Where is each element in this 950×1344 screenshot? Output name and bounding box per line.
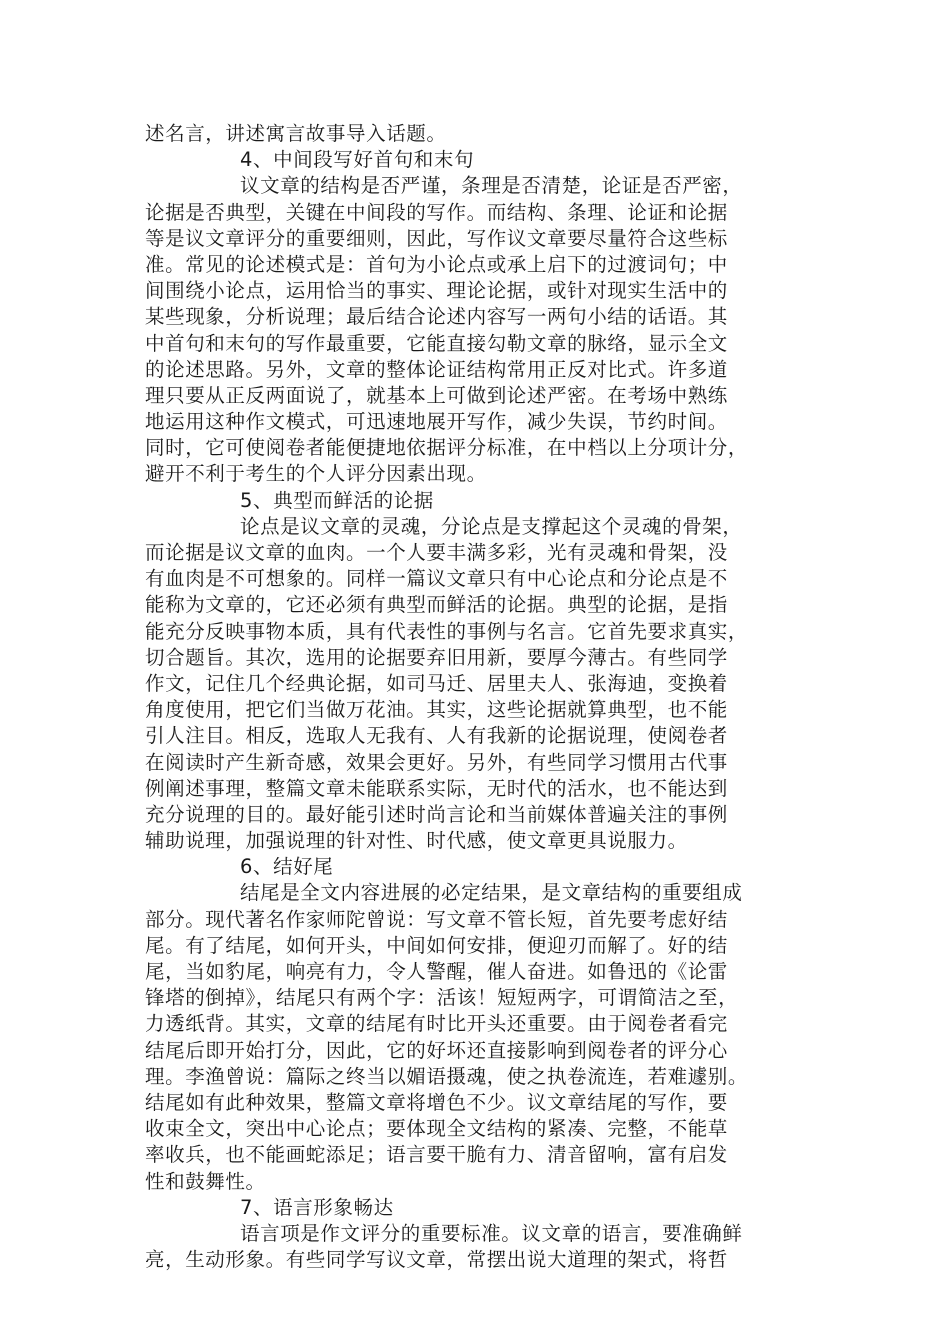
paragraph-line: 语言项是作文评分的重要标准。议文章的语言，要准确鲜 xyxy=(240,1221,743,1245)
paragraph-line: 理只要从正反两面说了，就基本上可做到论述严密。在考场中熟练 xyxy=(145,383,728,407)
section-heading: 5、典型而鲜活的论据 xyxy=(240,488,434,512)
section-heading: 4、中间段写好首句和末句 xyxy=(240,148,475,172)
section-heading: 7、语言形象畅达 xyxy=(240,1195,394,1219)
section-heading: 6、结好尾 xyxy=(240,855,334,879)
paragraph-line: 能称为文章的，它还必须有典型而鲜活的论据。典型的论据，是指 xyxy=(145,593,728,617)
paragraph-line: 能充分反映事物本质，具有代表性的事例与名言。它首先要求真实， xyxy=(145,619,749,643)
paragraph-line: 结尾后即开始打分，因此，它的好坏还直接影响到阅卷者的评分心 xyxy=(145,1038,728,1062)
paragraph-line: 理。李渔曾说：篇际之终当以媚语摄魂，使之执卷流连，若难遽别。 xyxy=(145,1064,749,1088)
paragraph-line: 引人注目。相反，选取人无我有、人有我新的论据说理，使阅卷者 xyxy=(145,724,728,748)
paragraph-line: 性和鼓舞性。 xyxy=(145,1169,266,1193)
paragraph-line: 而论据是议文章的血肉。一个人要丰满多彩，光有灵魂和骨架，没 xyxy=(145,541,728,564)
paragraph-line: 亮，生动形象。有些同学写议文章，常摆出说大道理的架式，将哲 xyxy=(145,1248,728,1272)
paragraph-line: 锋塔的倒掉》，结尾只有两个字：活该！短短两字，可谓简洁之至， xyxy=(145,986,739,1010)
paragraph-line: 部分。现代著名作家师陀曾说：写文章不管长短，首先要考虑好结 xyxy=(145,907,728,931)
document-page xyxy=(145,121,825,1273)
paragraph-line: 论据是否典型，关键在中间段的写作。而结构、条理、论证和论据 xyxy=(145,200,728,224)
paragraph-line: 述名言，讲述寓言故事导入话题。 xyxy=(145,122,447,145)
paragraph-line: 间围绕小论点，运用恰当的事实、理论论据，或针对现实生活中的 xyxy=(145,279,728,303)
paragraph-line: 率收兵，也不能画蛇添足；语言要干脆有力、清音留响，富有启发 xyxy=(145,1143,728,1167)
paragraph-line: 有血肉是不可想象的。同样一篇议文章只有中心论点和分论点是不 xyxy=(145,567,728,591)
paragraph-line: 结尾如有此种效果，整篇文章将增色不少。议文章结尾的写作，要 xyxy=(145,1090,728,1114)
paragraph-line: 某些现象，分析说理；最后结合论述内容写一两句小结的话语。其 xyxy=(145,305,728,329)
paragraph-line: 结尾是全文内容进展的必定结果，是文章结构的重要组成 xyxy=(240,881,743,905)
paragraph-line: 角度使用，把它们当做万花油。其实，这些论据就算典型，也不能 xyxy=(145,698,728,722)
paragraph-line: 辅助说理，加强说理的针对性、时代感，使文章更具说服力。 xyxy=(145,829,688,853)
paragraph-line: 作文，记住几个经典论据，如司马迁、居里夫人、张海迪，变换着 xyxy=(145,671,728,695)
paragraph-line: 同时，它可使阅卷者能便捷地依据评分标准，在中档以上分项计分， xyxy=(145,436,749,460)
paragraph-line: 论点是议文章的灵魂，分论点是支撑起这个灵魂的骨架， xyxy=(240,514,743,538)
paragraph-line: 议文章的结构是否严谨，条理是否清楚，论证是否严密， xyxy=(240,174,743,198)
paragraph-line: 尾，当如豹尾，响亮有力，令人警醒，催人奋进。如鲁迅的《论雷 xyxy=(145,960,728,983)
paragraph-line: 在阅读时产生新奇感，效果会更好。另外，有些同学习惯用古代事 xyxy=(145,750,728,774)
paragraph-line: 收束全文，突出中心论点；要体现全文结构的紧凑、完整，不能草 xyxy=(145,1117,728,1141)
paragraph-line: 切合题旨。其次，选用的论据要弃旧用新，要厚今薄古。有些同学 xyxy=(145,645,728,669)
paragraph-line: 避开不利于考生的个人评分因素出现。 xyxy=(145,462,487,486)
paragraph-line: 充分说理的目的。最好能引述时尚言论和当前媒体普遍关注的事例 xyxy=(145,802,728,826)
paragraph-line: 中首句和末句的写作最重要，它能直接勾勒文章的脉络，显示全文 xyxy=(145,331,728,355)
paragraph-line: 准。常见的论述模式是：首句为小论点或承上启下的过渡词句；中 xyxy=(145,252,728,276)
paragraph-line: 地运用这种作文模式，可迅速地展开写作，减少失误，节约时间。 xyxy=(145,410,728,434)
paragraph-line: 尾。有了结尾，如何开头，中间如何安排，便迎刃而解了。好的结 xyxy=(145,933,728,957)
paragraph-line: 例阐述事理，整篇文章未能联系实际，无时代的活水，也不能达到 xyxy=(145,776,728,800)
paragraph-line: 的论述思路。另外，文章的整体论证结构常用正反对比式。许多道 xyxy=(145,357,728,381)
paragraph-line: 等是议文章评分的重要细则，因此，写作议文章要尽量符合这些标 xyxy=(145,226,728,250)
paragraph-line: 力透纸背。其实，文章的结尾有时比开头还重要。由于阅卷者看完 xyxy=(145,1012,728,1036)
